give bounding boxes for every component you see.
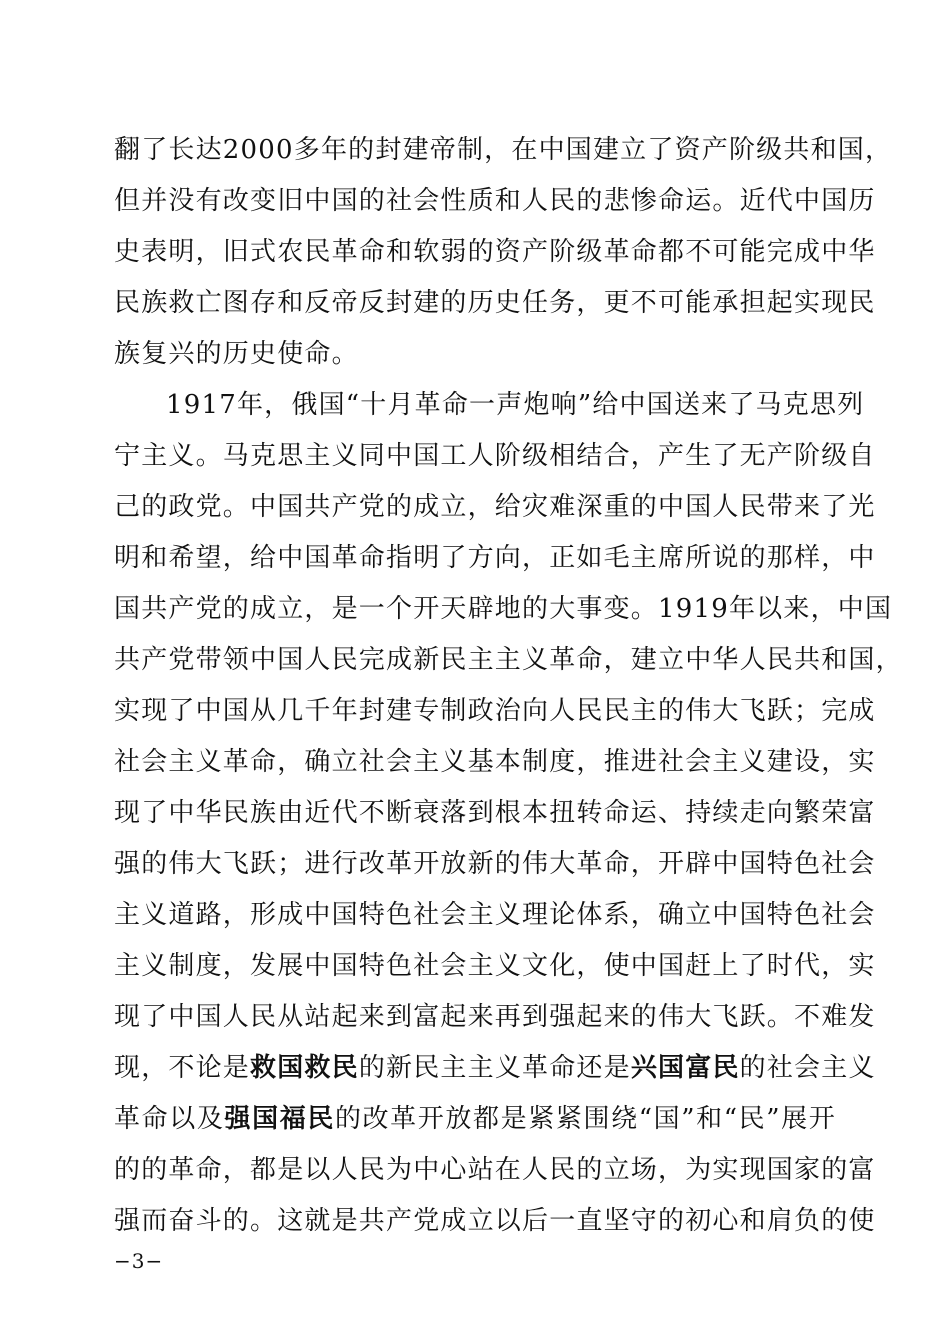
body-line-with-emphasis <box>114 1102 836 1136</box>
page-number: −3− <box>114 1249 164 1273</box>
body-line: 现了中华民族由近代不断衰落到根本扭转命运、持续走向繁荣富 <box>114 798 876 828</box>
text-run: 的社会主义 <box>739 1053 876 1083</box>
body-line: 共产党带领中国人民完成新民主主义革命，建立中华人民共和国， <box>114 645 903 675</box>
text-run: 的新民主主义革命还是 <box>358 1053 631 1083</box>
body-line: 民族救亡图存和反帝反封建的历史任务，更不可能承担起实现民 <box>114 288 876 318</box>
text-run: 的改革开放都是紧紧围绕“国”和“民”展开 <box>334 1104 836 1134</box>
body-line-with-emphasis <box>114 1051 876 1085</box>
body-line: 国共产党的成立，是一个开天辟地的大事变。1919年以来，中国 <box>114 594 893 624</box>
emphasis-xingguo-fumin: 兴国富民 <box>630 1053 740 1083</box>
body-line: 主义道路，形成中国特色社会主义理论体系，确立中国特色社会 <box>114 900 876 930</box>
body-line: 史表明，旧式农民革命和软弱的资产阶级革命都不可能完成中华 <box>114 237 876 267</box>
body-line: 强的伟大飞跃；进行改革开放新的伟大革命，开辟中国特色社会 <box>114 849 876 879</box>
body-line: 翻了长达2000多年的封建帝制，在中国建立了资产阶级共和国， <box>114 135 893 165</box>
emphasis-qiangguo-fumin: 强国福民 <box>224 1104 335 1134</box>
body-line: 社会主义革命，确立社会主义基本制度，推进社会主义建设，实 <box>114 747 876 777</box>
body-line: 主义制度，发展中国特色社会主义文化，使中国赶上了时代，实 <box>114 951 876 981</box>
body-line: 族复兴的历史使命。 <box>114 339 359 369</box>
paragraph-first-line: 1917年，俄国“十月革命一声炮响”给中国送来了马克思列 <box>166 390 865 420</box>
body-line: 但并没有改变旧中国的社会性质和人民的悲惨命运。近代中国历 <box>114 186 876 216</box>
emphasis-jiuguo-jiumin: 救国救民 <box>250 1053 359 1083</box>
body-line: 强而奋斗的。这就是共产党成立以后一直坚守的初心和肩负的使 <box>114 1206 876 1236</box>
body-line: 明和希望，给中国革命指明了方向，正如毛主席所说的那样，中 <box>114 543 876 573</box>
text-run: 革命以及 <box>114 1104 225 1134</box>
body-line: 宁主义。马克思主义同中国工人阶级相结合，产生了无产阶级自 <box>114 441 876 471</box>
body-line: 己的政党。中国共产党的成立，给灾难深重的中国人民带来了光 <box>114 492 876 522</box>
text-run: 现，不论是 <box>114 1053 251 1083</box>
body-line: 的的革命，都是以人民为中心站在人民的立场，为实现国家的富 <box>114 1155 876 1185</box>
body-line: 现了中国人民从站起来到富起来再到强起来的伟大飞跃。不难发 <box>114 1002 876 1032</box>
body-line: 实现了中国从几千年封建专制政治向人民民主的伟大飞跃；完成 <box>114 696 876 726</box>
